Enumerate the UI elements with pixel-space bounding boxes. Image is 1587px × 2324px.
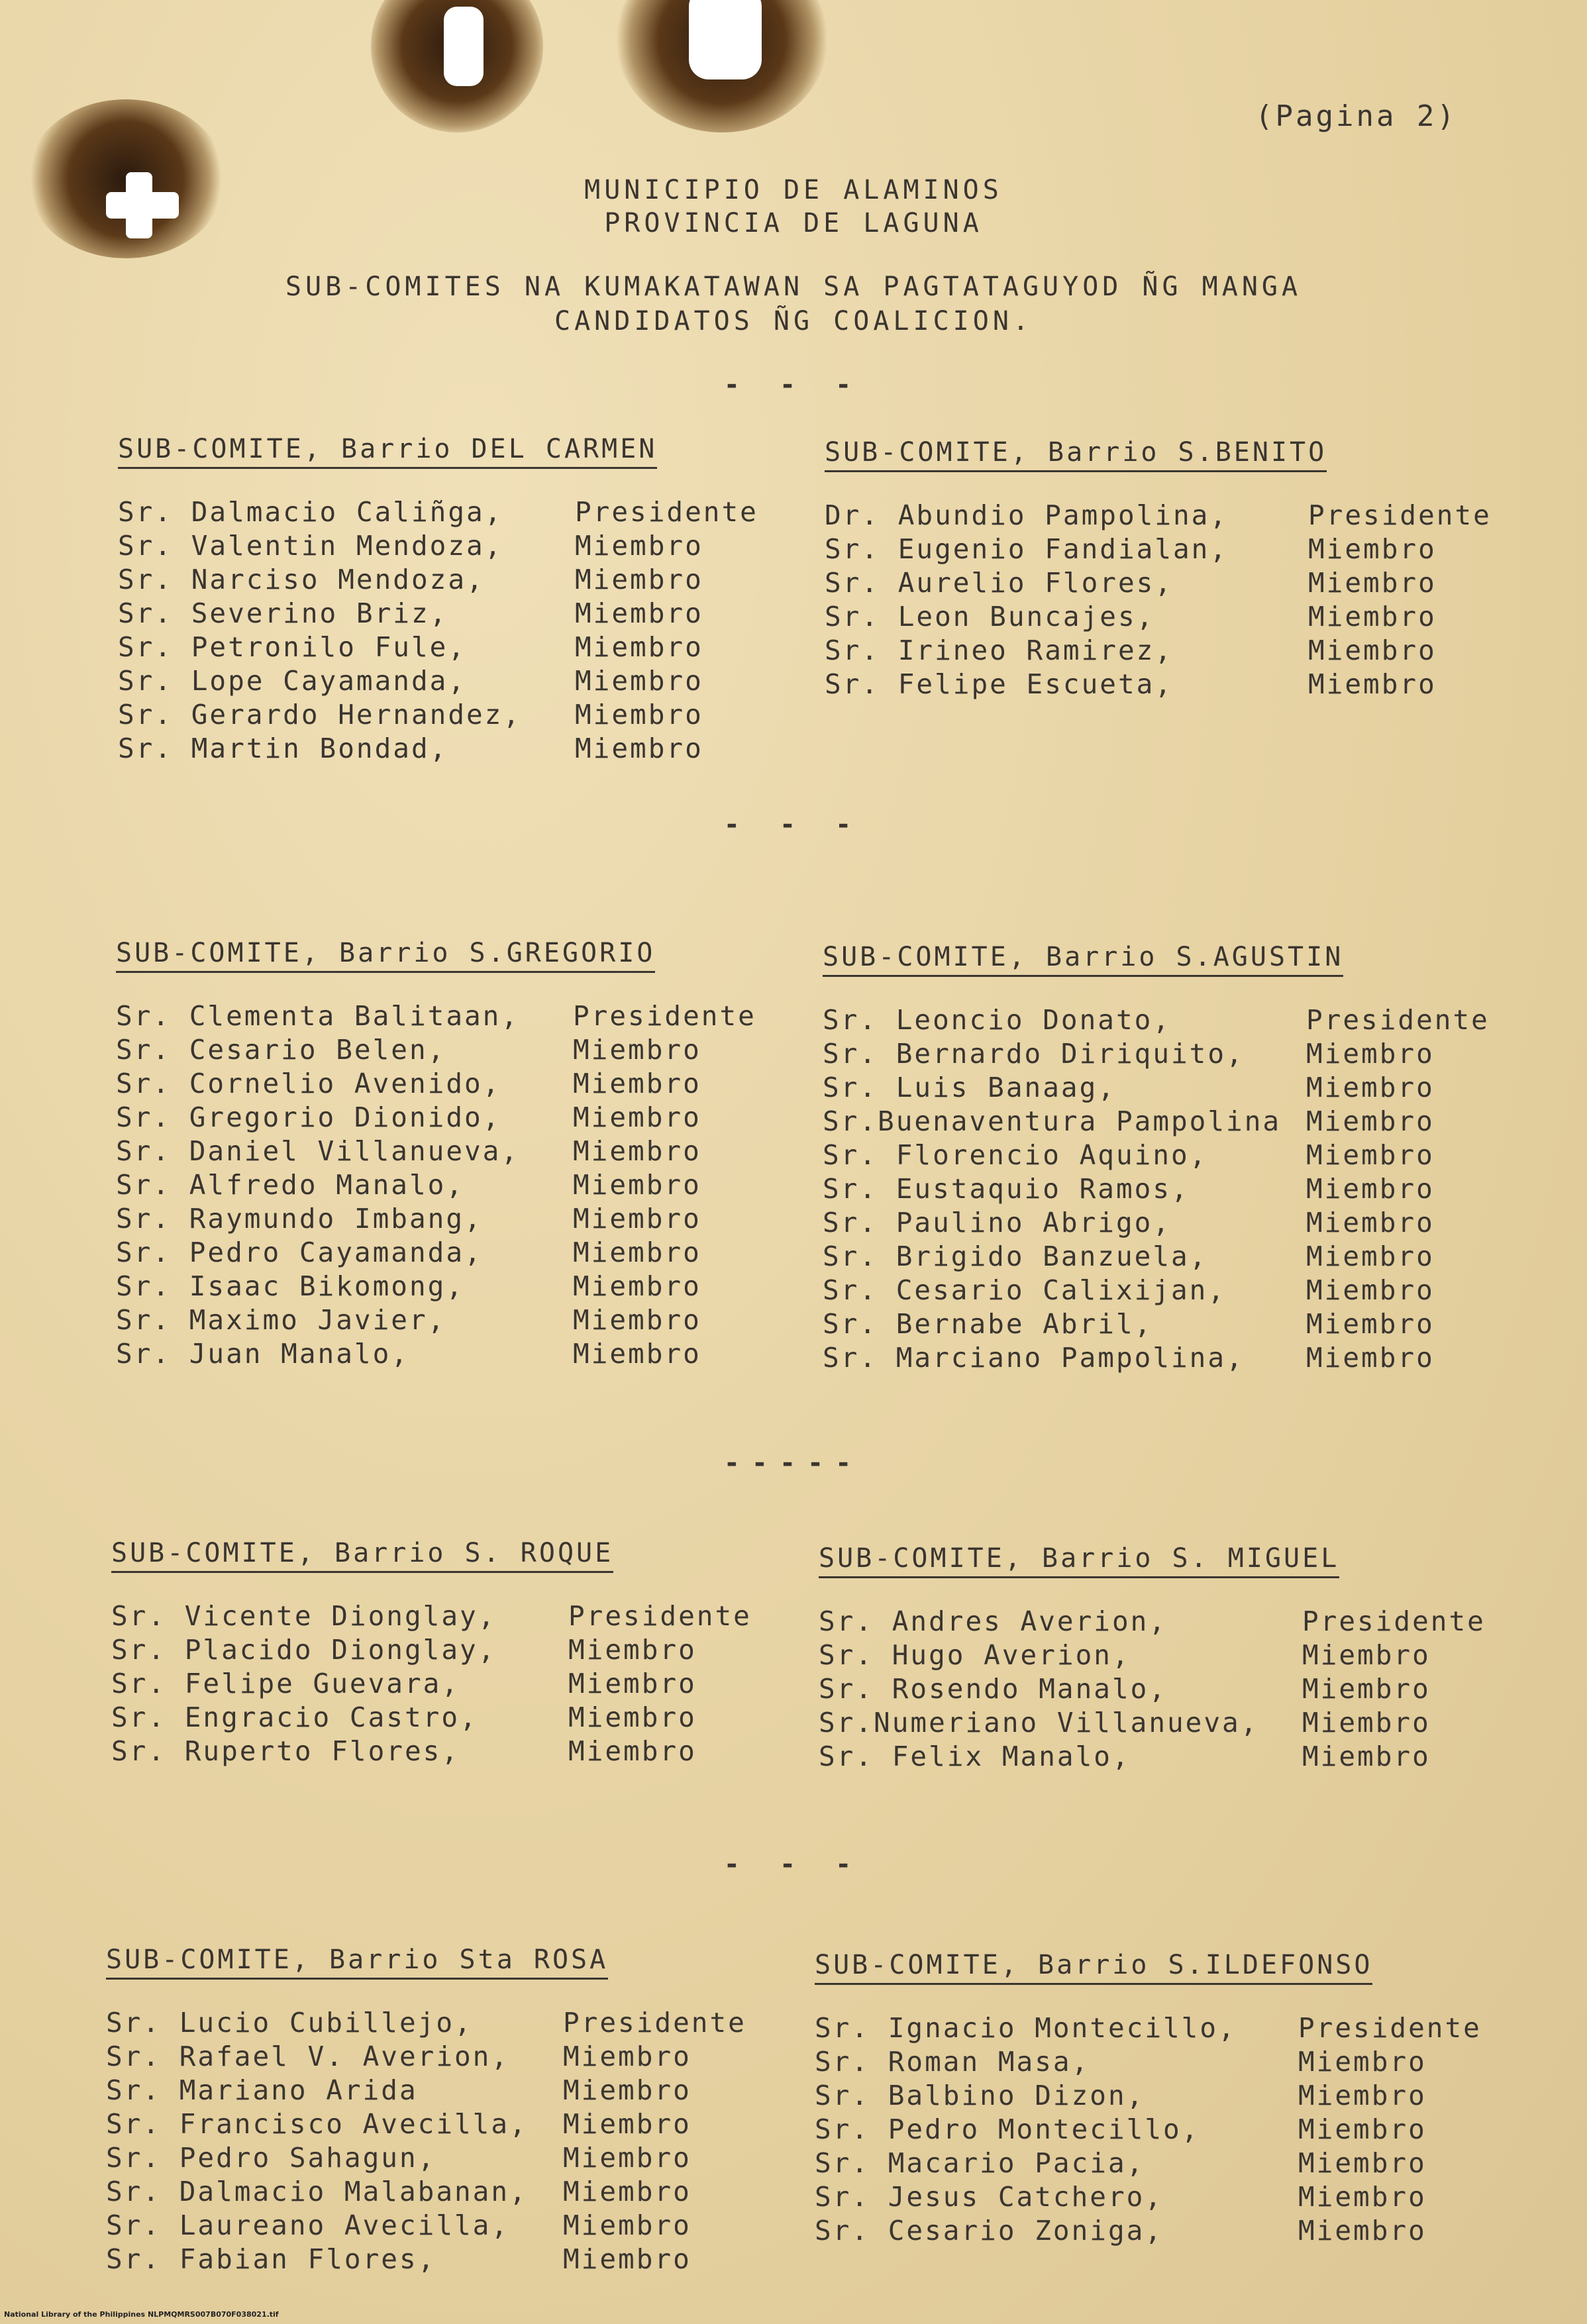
member-row bbox=[819, 1605, 1541, 1639]
member-role: Miembro bbox=[1302, 1741, 1431, 1772]
member-row bbox=[825, 634, 1547, 668]
member-row bbox=[116, 1135, 838, 1168]
member-role: Miembro bbox=[1306, 1308, 1435, 1340]
member-list bbox=[116, 999, 838, 1371]
member-name: Sr. Engracio Castro, bbox=[111, 1701, 478, 1733]
member-role: Miembro bbox=[1302, 1673, 1431, 1705]
member-name: Sr. Pedro Sahagun, bbox=[106, 2142, 436, 2174]
member-row bbox=[106, 2175, 828, 2209]
province-heading: PROVINCIA DE LAGUNA bbox=[604, 208, 983, 238]
member-row bbox=[823, 1341, 1545, 1375]
member-name: Sr. Roman Masa, bbox=[815, 2046, 1090, 2078]
member-role: Miembro bbox=[575, 631, 703, 663]
member-role: Miembro bbox=[1302, 1707, 1431, 1739]
sub-comite-s-ildefonso bbox=[815, 1950, 1537, 2248]
member-list bbox=[825, 499, 1547, 701]
member-row bbox=[823, 1172, 1545, 1206]
member-row bbox=[118, 664, 840, 698]
member-name: Sr. Rafael V. Averion, bbox=[106, 2041, 510, 2072]
member-row bbox=[823, 1105, 1545, 1138]
member-role: Miembro bbox=[1298, 2215, 1427, 2247]
member-role: Miembro bbox=[1298, 2046, 1427, 2078]
member-row bbox=[118, 732, 840, 766]
member-role: Miembro bbox=[1306, 1274, 1435, 1306]
section-title: SUB-COMITE, Barrio S.BENITO bbox=[825, 437, 1327, 472]
member-name: Sr. Bernabe Abril, bbox=[823, 1308, 1153, 1340]
member-name: Sr.Buenaventura Pampolina bbox=[823, 1105, 1282, 1137]
member-role: Miembro bbox=[575, 699, 703, 731]
member-row bbox=[106, 2040, 828, 2074]
member-role: Miembro bbox=[563, 2209, 691, 2241]
member-row bbox=[118, 563, 840, 597]
member-name: Sr. Rosendo Manalo, bbox=[819, 1673, 1167, 1705]
member-row bbox=[825, 499, 1547, 532]
member-role: Miembro bbox=[1308, 601, 1437, 632]
member-role: Miembro bbox=[1306, 1105, 1435, 1137]
member-name: Sr. Eugenio Fandialan, bbox=[825, 533, 1229, 565]
member-row bbox=[116, 1067, 838, 1101]
member-name: Sr. Bernardo Diriquito, bbox=[823, 1038, 1245, 1070]
member-row bbox=[819, 1672, 1541, 1706]
member-name: Sr. Eustaquio Ramos, bbox=[823, 1173, 1190, 1205]
member-list bbox=[118, 495, 840, 766]
section-title: SUB-COMITE, Barrio S. MIGUEL bbox=[819, 1543, 1339, 1578]
sub-comite-s-miguel bbox=[819, 1543, 1541, 1774]
member-name: Sr. Lope Cayamanda, bbox=[118, 665, 466, 697]
member-role: Presidente bbox=[575, 496, 758, 528]
member-row bbox=[111, 1633, 833, 1667]
sub-comite-del-carmen bbox=[118, 434, 840, 766]
member-role: Miembro bbox=[1302, 1639, 1431, 1671]
member-role: Miembro bbox=[568, 1735, 697, 1767]
member-role: Miembro bbox=[573, 1034, 701, 1066]
member-row bbox=[106, 2006, 828, 2040]
member-name: Sr. Daniel Villanueva, bbox=[116, 1135, 520, 1167]
member-role: Miembro bbox=[568, 1634, 697, 1666]
member-role: Miembro bbox=[1308, 668, 1437, 700]
member-name: Sr. Ignacio Montecillo, bbox=[815, 2012, 1237, 2044]
member-name: Sr. Pedro Cayamanda, bbox=[116, 1237, 483, 1268]
member-list bbox=[815, 2011, 1537, 2248]
member-name: Sr. Fabian Flores, bbox=[106, 2243, 436, 2275]
member-row bbox=[118, 597, 840, 631]
member-role: Miembro bbox=[563, 2243, 691, 2275]
member-row bbox=[118, 495, 840, 529]
sub-comite-sta-rosa bbox=[106, 1945, 828, 2276]
member-role: Presidente bbox=[563, 2007, 746, 2039]
member-row bbox=[819, 1740, 1541, 1774]
member-name: Sr. Balbino Dizon, bbox=[815, 2080, 1145, 2111]
member-row bbox=[111, 1599, 833, 1633]
sub-comite-s-gregorio bbox=[116, 938, 838, 1371]
member-name: Sr. Raymundo Imbang, bbox=[116, 1203, 483, 1235]
member-role: Miembro bbox=[563, 2108, 691, 2140]
member-row bbox=[825, 566, 1547, 600]
member-row bbox=[823, 1037, 1545, 1071]
sub-comite-s-agustin bbox=[823, 942, 1545, 1375]
section-title: SUB-COMITE, Barrio Sta ROSA bbox=[106, 1945, 608, 1980]
member-row bbox=[815, 2045, 1537, 2079]
member-name: Sr. Macario Pacia, bbox=[815, 2147, 1145, 2179]
member-role: Miembro bbox=[1306, 1173, 1435, 1205]
member-role: Miembro bbox=[563, 2176, 691, 2207]
member-row bbox=[106, 2243, 828, 2276]
member-row bbox=[823, 1240, 1545, 1274]
member-name: Sr. Andres Averion, bbox=[819, 1605, 1167, 1637]
member-name: Sr. Dalmacio Malabanan, bbox=[106, 2176, 528, 2207]
member-row bbox=[118, 698, 840, 732]
member-role: Miembro bbox=[1306, 1038, 1435, 1070]
member-name: Sr. Felipe Escueta, bbox=[825, 668, 1173, 700]
member-row bbox=[106, 2107, 828, 2141]
member-name: Sr. Felix Manalo, bbox=[819, 1741, 1131, 1772]
member-row bbox=[815, 2147, 1537, 2180]
member-role: Miembro bbox=[573, 1304, 701, 1336]
member-role: Miembro bbox=[575, 597, 703, 629]
member-row bbox=[815, 2180, 1537, 2214]
separator: ----- bbox=[723, 1448, 864, 1478]
member-role: Presidente bbox=[1308, 499, 1492, 531]
member-row bbox=[825, 600, 1547, 634]
member-name: Sr. Narciso Mendoza, bbox=[118, 564, 485, 595]
member-role: Miembro bbox=[563, 2074, 691, 2106]
member-name: Sr. Jesus Catchero, bbox=[815, 2181, 1163, 2213]
separator: - - - bbox=[723, 809, 864, 840]
member-row bbox=[825, 668, 1547, 701]
member-role: Miembro bbox=[575, 530, 703, 562]
member-row bbox=[823, 1206, 1545, 1240]
member-name: Sr. Hugo Averion, bbox=[819, 1639, 1131, 1671]
member-row bbox=[106, 2209, 828, 2243]
member-role: Presidente bbox=[1306, 1004, 1490, 1036]
member-row bbox=[111, 1735, 833, 1768]
member-role: Presidente bbox=[1298, 2012, 1482, 2044]
member-name: Sr. Laureano Avecilla, bbox=[106, 2209, 510, 2241]
member-row bbox=[116, 1168, 838, 1202]
member-role: Miembro bbox=[573, 1237, 701, 1268]
member-name: Sr. Alfredo Manalo, bbox=[116, 1169, 464, 1201]
member-role: Miembro bbox=[568, 1668, 697, 1699]
section-title: SUB-COMITE, Barrio S.AGUSTIN bbox=[823, 942, 1343, 977]
member-row bbox=[815, 2079, 1537, 2113]
member-role: Miembro bbox=[1298, 2181, 1427, 2213]
archive-footer: National Library of the Philippines NLPMQMRS007B070F038021.tif bbox=[4, 2310, 279, 2319]
member-role: Miembro bbox=[573, 1338, 701, 1370]
member-row bbox=[116, 1236, 838, 1270]
member-role: Presidente bbox=[568, 1600, 752, 1632]
member-row bbox=[819, 1639, 1541, 1672]
member-name: Sr. Aurelio Flores, bbox=[825, 567, 1173, 599]
member-role: Miembro bbox=[573, 1101, 701, 1133]
section-title: SUB-COMITE, Barrio S. ROQUE bbox=[111, 1538, 613, 1573]
member-name: Sr. Ruperto Flores, bbox=[111, 1735, 460, 1767]
section-title: SUB-COMITE, Barrio S.GREGORIO bbox=[116, 938, 655, 973]
member-name: Sr. Gregorio Dionido, bbox=[116, 1101, 501, 1133]
member-row bbox=[106, 2141, 828, 2175]
member-name: Sr. Petronilo Fule, bbox=[118, 631, 466, 663]
member-role: Miembro bbox=[573, 1068, 701, 1099]
member-name: Sr. Cesario Belen, bbox=[116, 1034, 446, 1066]
member-list bbox=[823, 1003, 1545, 1375]
member-name: Sr. Florencio Aquino, bbox=[823, 1139, 1208, 1171]
member-role: Miembro bbox=[573, 1270, 701, 1302]
member-role: Miembro bbox=[575, 733, 703, 764]
member-name: Sr. Pedro Montecillo, bbox=[815, 2113, 1200, 2145]
member-row bbox=[111, 1701, 833, 1735]
member-name: Sr. Isaac Bikomong, bbox=[116, 1270, 464, 1302]
burn-mark-top-center bbox=[371, 0, 543, 132]
member-name: Sr. Paulino Abrigo, bbox=[823, 1207, 1171, 1238]
member-name: Sr. Cesario Calixijan, bbox=[823, 1274, 1227, 1306]
member-row bbox=[823, 1307, 1545, 1341]
member-row bbox=[116, 1270, 838, 1303]
member-name: Sr. Dalmacio Caliñga, bbox=[118, 496, 503, 528]
member-row bbox=[118, 529, 840, 563]
member-role: Miembro bbox=[1306, 1240, 1435, 1272]
member-name: Sr. Juan Manalo, bbox=[116, 1338, 409, 1370]
member-name: Sr.Numeriano Villanueva, bbox=[819, 1707, 1259, 1739]
member-role: Miembro bbox=[1306, 1072, 1435, 1103]
member-role: Miembro bbox=[575, 665, 703, 697]
section-title: SUB-COMITE, Barrio S.ILDEFONSO bbox=[815, 1950, 1372, 1985]
member-name: Sr. Mariano Arida bbox=[106, 2074, 418, 2106]
member-list bbox=[106, 2006, 828, 2276]
separator: - - - bbox=[723, 1849, 864, 1880]
municipality-heading: MUNICIPIO DE ALAMINOS bbox=[584, 175, 1003, 205]
member-name: Sr. Francisco Avecilla, bbox=[106, 2108, 528, 2140]
member-row bbox=[823, 1003, 1545, 1037]
member-name: Sr. Vicente Dionglay, bbox=[111, 1600, 497, 1632]
member-name: Sr. Lucio Cubillejo, bbox=[106, 2007, 473, 2039]
member-row bbox=[823, 1138, 1545, 1172]
member-row bbox=[116, 999, 838, 1033]
member-row bbox=[116, 1033, 838, 1067]
member-role: Miembro bbox=[573, 1203, 701, 1235]
member-role: Miembro bbox=[1308, 634, 1437, 666]
member-row bbox=[825, 532, 1547, 566]
member-name: Sr. Maximo Javier, bbox=[116, 1304, 446, 1336]
section-title: SUB-COMITE, Barrio DEL CARMEN bbox=[118, 434, 657, 469]
member-role: Miembro bbox=[1306, 1342, 1435, 1374]
sub-comite-s-benito bbox=[825, 437, 1547, 701]
member-name: Sr. Felipe Guevara, bbox=[111, 1668, 460, 1699]
member-name: Sr. Irineo Ramirez, bbox=[825, 634, 1173, 666]
member-list bbox=[111, 1599, 833, 1768]
member-row bbox=[815, 2214, 1537, 2248]
member-role: Miembro bbox=[563, 2041, 691, 2072]
member-role: Miembro bbox=[573, 1169, 701, 1201]
member-row bbox=[815, 2011, 1537, 2045]
member-row bbox=[823, 1274, 1545, 1307]
member-name: Sr. Severino Briz, bbox=[118, 597, 448, 629]
member-role: Miembro bbox=[1308, 533, 1437, 565]
member-row bbox=[118, 631, 840, 664]
member-role: Miembro bbox=[1306, 1207, 1435, 1238]
member-role: Miembro bbox=[1298, 2113, 1427, 2145]
member-name: Sr. Valentin Mendoza, bbox=[118, 530, 503, 562]
member-name: Sr. Luis Banaag, bbox=[823, 1072, 1116, 1103]
member-name: Dr. Abundio Pampolina, bbox=[825, 499, 1229, 531]
member-row bbox=[819, 1706, 1541, 1740]
member-name: Sr. Marciano Pampolina, bbox=[823, 1342, 1245, 1374]
member-row bbox=[106, 2074, 828, 2107]
member-role: Miembro bbox=[1306, 1139, 1435, 1171]
member-name: Sr. Martin Bondad, bbox=[118, 733, 448, 764]
member-name: Sr. Leoncio Donato, bbox=[823, 1004, 1171, 1036]
member-name: Sr. Cesario Zoniga, bbox=[815, 2215, 1163, 2247]
member-name: Sr. Leon Buncajes, bbox=[825, 601, 1155, 632]
member-name: Sr. Clementa Balitaan, bbox=[116, 1000, 520, 1032]
member-name: Sr. Placido Dionglay, bbox=[111, 1634, 497, 1666]
member-name: Sr. Brigido Banzuela, bbox=[823, 1240, 1208, 1272]
member-role: Miembro bbox=[568, 1701, 697, 1733]
member-row bbox=[111, 1667, 833, 1701]
member-role: Miembro bbox=[573, 1135, 701, 1167]
separator: - - - bbox=[723, 370, 864, 400]
document-title-line-2: CANDIDATOS ÑG COALICION. bbox=[554, 306, 1033, 336]
member-role: Miembro bbox=[563, 2142, 691, 2174]
page-number: (Pagina 2) bbox=[1255, 99, 1457, 133]
member-role: Miembro bbox=[575, 564, 703, 595]
member-row bbox=[116, 1303, 838, 1337]
member-row bbox=[116, 1337, 838, 1371]
burn-mark-top-right bbox=[616, 0, 828, 132]
member-role: Presidente bbox=[1302, 1605, 1486, 1637]
member-row bbox=[116, 1101, 838, 1135]
member-row bbox=[823, 1071, 1545, 1105]
member-role: Miembro bbox=[1308, 567, 1437, 599]
member-row bbox=[116, 1202, 838, 1236]
member-role: Miembro bbox=[1298, 2080, 1427, 2111]
member-role: Presidente bbox=[573, 1000, 756, 1032]
member-name: Sr. Gerardo Hernandez, bbox=[118, 699, 522, 731]
member-list bbox=[819, 1605, 1541, 1774]
document-title-line-1: SUB-COMITES NA KUMAKATAWAN SA PAGTATAGUYOD ÑG MANGA bbox=[285, 272, 1302, 302]
member-row bbox=[815, 2113, 1537, 2147]
member-name: Sr. Cornelio Avenido, bbox=[116, 1068, 501, 1099]
member-role: Miembro bbox=[1298, 2147, 1427, 2179]
sub-comite-s-roque bbox=[111, 1538, 833, 1768]
